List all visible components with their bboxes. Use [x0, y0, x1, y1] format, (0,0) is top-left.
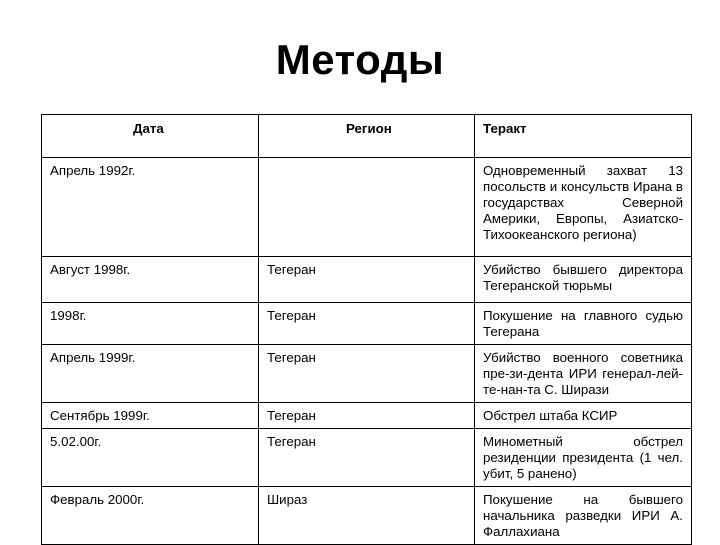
- cell-region: [259, 158, 475, 257]
- cell-event: Покушение на бывшего начальника разведки ИРИ А. Фаллахиана: [475, 487, 692, 545]
- cell-event: Покушение на главного судью Тегерана: [475, 303, 692, 345]
- table-row: [42, 487, 692, 545]
- cell-event: Обстрел штаба КСИР: [475, 403, 692, 429]
- table-row: [42, 158, 692, 257]
- cell-date: Февраль 2000г.: [42, 487, 259, 545]
- cell-region: Тегеран: [259, 257, 475, 303]
- page-title: Методы: [275, 36, 445, 83]
- table-row: [42, 303, 692, 345]
- cell-event: Убийство военного советника пре-зи-дента ИРИ генерал-лей-те-нан-та С. Ширази: [475, 345, 692, 403]
- terror-acts-table: [41, 114, 692, 545]
- table-row: [42, 403, 692, 429]
- table-header-row: [42, 115, 692, 158]
- cell-date: Апрель 1992г.: [42, 158, 259, 257]
- cell-date: Апрель 1999г.: [42, 345, 259, 403]
- header-date: Дата: [42, 115, 259, 158]
- table-row: [42, 257, 692, 303]
- table-row: [42, 429, 692, 487]
- cell-region: Шираз: [259, 487, 475, 545]
- cell-event: Минометный обстрел резиденции президента (1 чел. убит, 5 ранено): [475, 429, 692, 487]
- cell-event: Убийство бывшего директора Тегеранской тюрьмы: [475, 257, 692, 303]
- cell-region: Тегеран: [259, 345, 475, 403]
- cell-date: Август 1998г.: [42, 257, 259, 303]
- cell-region: Тегеран: [259, 429, 475, 487]
- cell-date: Сентябрь 1999г.: [42, 403, 259, 429]
- cell-region: Тегеран: [259, 403, 475, 429]
- table-row: [42, 345, 692, 403]
- cell-event: Одновременный захват 13 посольств и консульств Ирана в государствах Северной Америки, Европы, Азиатско-Тихоокеанского региона): [475, 158, 692, 257]
- cell-date: 1998г.: [42, 303, 259, 345]
- header-event: Теракт: [475, 115, 692, 158]
- header-region: Регион: [259, 115, 475, 158]
- cell-date: 5.02.00г.: [42, 429, 259, 487]
- cell-region: Тегеран: [259, 303, 475, 345]
